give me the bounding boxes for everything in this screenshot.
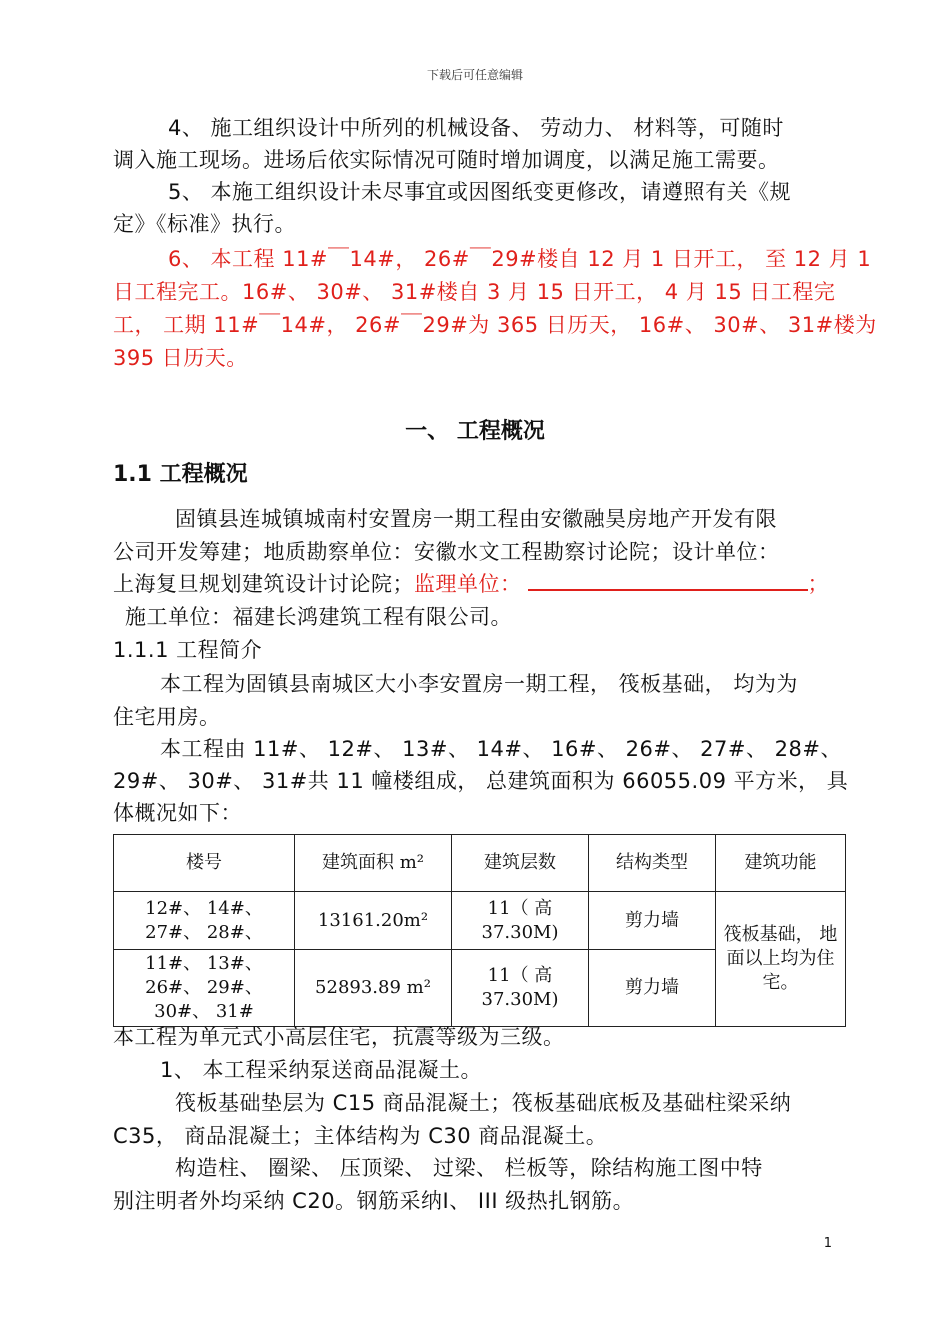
paragraph-6-line-3: 工， 工期 11#￣14#， 26#￣29#为 365 日历天， 16#、 30#、 31#楼为	[113, 313, 877, 337]
header-area: 建筑面积 m²	[295, 835, 452, 892]
header-floors: 建筑层数	[452, 835, 589, 892]
header-structure: 结构类型	[589, 835, 716, 892]
overview-line-3	[113, 569, 843, 599]
row2-area: 52893.89 m²	[295, 950, 452, 1027]
page-number: 1	[823, 1236, 832, 1251]
paragraph-5-line-1: 5、 本施工组织设计未尽事宜或因图纸变更修改，请遵照有关《规	[168, 180, 792, 204]
row1-structure: 剪力墙	[589, 892, 716, 950]
header-function: 建筑功能	[716, 835, 846, 892]
row1-floors: 11（ 高 37.30M)	[452, 892, 589, 950]
intro-line-2: 住宅用房。	[113, 705, 221, 729]
after-table-line-1: 本工程为单元式小高层住宅，抗震等级为三级。	[113, 1025, 565, 1049]
paragraph-6-line-4: 395 日历天。	[113, 346, 248, 370]
subsection-title: 1.1 工程概况	[113, 462, 248, 487]
supervision-unit-semicolon: ；	[807, 572, 829, 596]
function-cell: 筏板基础， 地 面以上均为住 宅。	[716, 892, 846, 1027]
intro-line-5: 体概况如下：	[113, 801, 242, 825]
after-table-line-5: 构造柱、 圈梁、 压顶梁、 过梁、 栏板等，除结构施工图中特	[175, 1156, 763, 1180]
subsub-title: 1.1.1 工程简介	[113, 638, 263, 662]
intro-line-4: 29#、 30#、 31#共 11 幢楼组成， 总建筑面积为 66055.09 平方米， 具	[113, 769, 849, 793]
paragraph-6-line-1: 6、 本工程 11#￣14#， 26#￣29#楼自 12 月 1 日开工， 至 12 月 1	[168, 247, 872, 271]
paragraph-4-line-1: 4、 施工组织设计中所列的机械设备、 劳动力、 材料等，可随时	[168, 116, 784, 140]
overview-line-1: 固镇县连城镇城南村安置房一期工程由安徽融昊房地产开发有限	[175, 507, 777, 531]
intro-line-1: 本工程为固镇县南城区大小李安置房一期工程， 筏板基础， 均为为	[160, 672, 798, 696]
table-row	[114, 892, 846, 950]
after-table-line-4: C35， 商品混凝土；主体结构为 C30 商品混凝土。	[113, 1124, 608, 1148]
section-title: 一、 工程概况	[405, 419, 545, 444]
paragraph-4-line-2: 调入施工现场。进场后依实际情况可随时增加调度，以满足施工需要。	[113, 148, 780, 172]
table-header-row	[114, 835, 846, 892]
after-table-line-6: 别注明者外均采纳 C20。钢筋采纳Ⅰ、 III 级热扎钢筋。	[113, 1189, 635, 1213]
header-building-no: 楼号	[114, 835, 295, 892]
after-table-line-2: 1、 本工程采纳泵送商品混凝土。	[160, 1058, 483, 1082]
row2-structure: 剪力墙	[589, 950, 716, 1027]
intro-line-3: 本工程由 11#、 12#、 13#、 14#、 16#、 26#、 27#、 28#、	[160, 737, 842, 761]
paragraph-5-line-2: 定》《标准》执行。	[113, 212, 296, 236]
overview-line-4: 施工单位：福建长鸿建筑工程有限公司。	[125, 605, 512, 629]
row2-buildings: 11#、 13#、 26#、 29#、 30#、 31#	[114, 950, 295, 1027]
overview-line-2: 公司开发筹建；地质勘察单位：安徽水文工程勘察讨论院；设计单位：	[113, 540, 780, 564]
supervision-unit-blank	[528, 571, 808, 591]
row2-floors: 11（ 高 37.30M)	[452, 950, 589, 1027]
after-table-line-3: 筏板基础垫层为 C15 商品混凝土；筏板基础底板及基础柱梁采纳	[175, 1091, 792, 1115]
header-note: 下载后可任意编辑	[426, 68, 523, 82]
design-unit-text: 上海复旦规划建筑设计讨论院；	[113, 572, 414, 596]
row1-area: 13161.20m²	[295, 892, 452, 950]
building-info-table	[113, 834, 846, 1027]
row1-buildings: 12#、 14#、 27#、 28#、	[114, 892, 295, 950]
paragraph-6-line-2: 日工程完工。16#、 30#、 31#楼自 3 月 15 日开工， 4 月 15 日工程完	[113, 280, 836, 304]
supervision-unit-label: 监理单位：	[414, 572, 522, 596]
